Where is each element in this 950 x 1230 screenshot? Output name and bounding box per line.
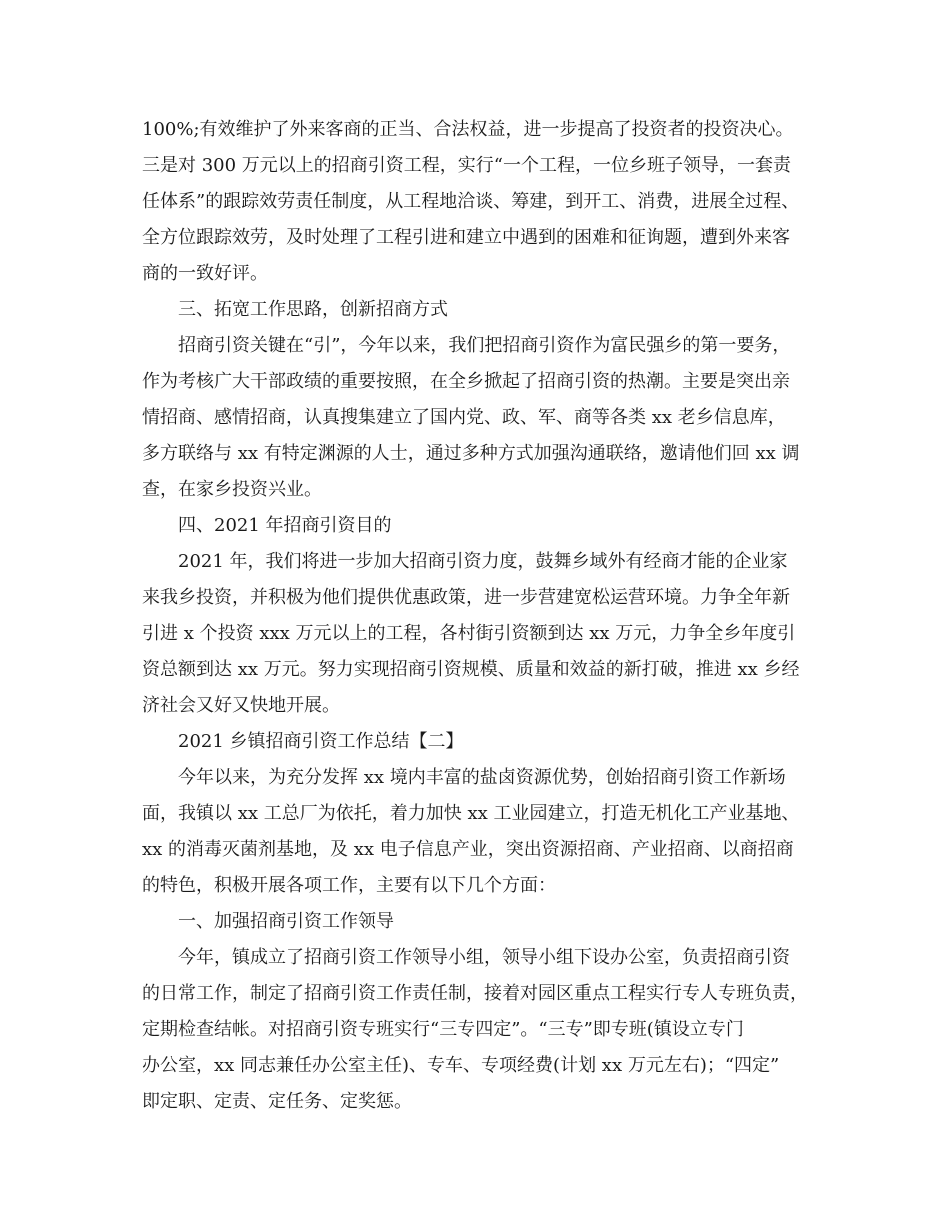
text-line: 作为考核广大干部政绩的重要按照，在全乡掀起了招商引资的热潮。主要是突出亲 [142,371,790,392]
text-line: 查，在家乡投资兴业。 [142,479,322,500]
text-line: 多方联络与 xx 有特定渊源的人士，通过多种方式加强沟通联络，邀请他们回 xx 调 [142,443,800,464]
text-line: 引进 x 个投资 xxx 万元以上的工程，各村街引资额到达 xx 万元，力争全乡年度引 [142,623,796,644]
text-line: 100%;有效维护了外来客商的正当、合法权益，进一步提高了投资者的投资决心。 [142,119,794,140]
text-line: 来我乡投资，并积极为他们提供优惠政策，进一步营建宽松运营环境。力争全年新 [142,587,790,608]
text-line: 办公室，xx 同志兼任办公室主任)、专车、专项经费(计划 xx 万元左右)；“四定” [142,1055,780,1076]
text-line: 情招商、感情招商，认真搜集建立了国内党、政、军、商等各类 xx 老乡信息库， [142,407,786,428]
text-line: 面，我镇以 xx 工总厂为依托，着力加快 xx 工业园建立，打造无机化工产业基地、 [142,803,800,824]
text-line: 的特色，积极开展各项工作，主要有以下几个方面： [142,875,556,896]
text-line: 今年，镇成立了招商引资工作领导小组，领导小组下设办公室，负责招商引资 [178,947,790,968]
text-line: 济社会又好又快地开展。 [142,695,340,716]
text-line: 招商引资关键在“引”，今年以来，我们把招商引资作为富民强乡的第一要务， [178,335,791,356]
text-line: 定期检查结帐。对招商引资专班实行“三专四定”。“三专”即专班(镇设立专门 [142,1019,744,1040]
text-line: xx 的消毒灭菌剂基地，及 xx 电子信息产业，突出资源招商、产业招商、以商招商 [142,839,794,860]
text-line: 2021 年，我们将进一步加大招商引资力度，鼓舞乡域外有经商才能的企业家 [178,551,788,572]
document-subtitle: 2021 乡镇招商引资工作总结【二】 [178,731,464,752]
section-heading: 一、加强招商引资工作领导 [178,911,394,932]
section-heading: 三、拓宽工作思路，创新招商方式 [178,299,448,320]
text-line: 今年以来，为充分发挥 xx 境内丰富的盐卤资源优势，创始招商引资工作新场 [178,767,786,788]
section-heading: 四、2021 年招商引资目的 [178,515,392,536]
text-line: 即定职、定责、定任务、定奖惩。 [142,1091,412,1112]
text-line: 资总额到达 xx 万元。努力实现招商引资规模、质量和效益的新打破，推进 xx 乡经 [142,659,800,680]
text-line: 全方位跟踪效劳，及时处理了工程引进和建立中遇到的困难和征询题，遭到外来客 [142,227,790,248]
text-line: 商的一致好评。 [142,263,268,284]
text-line: 任体系”的跟踪效劳责任制度，从工程地洽谈、筹建，到开工、消费，进展全过程、 [142,191,800,212]
text-line: 三是对 300 万元以上的招商引资工程，实行“一个工程，一位乡班子领导，一套责 [142,155,791,176]
text-line: 的日常工作，制定了招商引资工作责任制，接着对园区重点工程实行专人专班负责， [142,983,808,1004]
